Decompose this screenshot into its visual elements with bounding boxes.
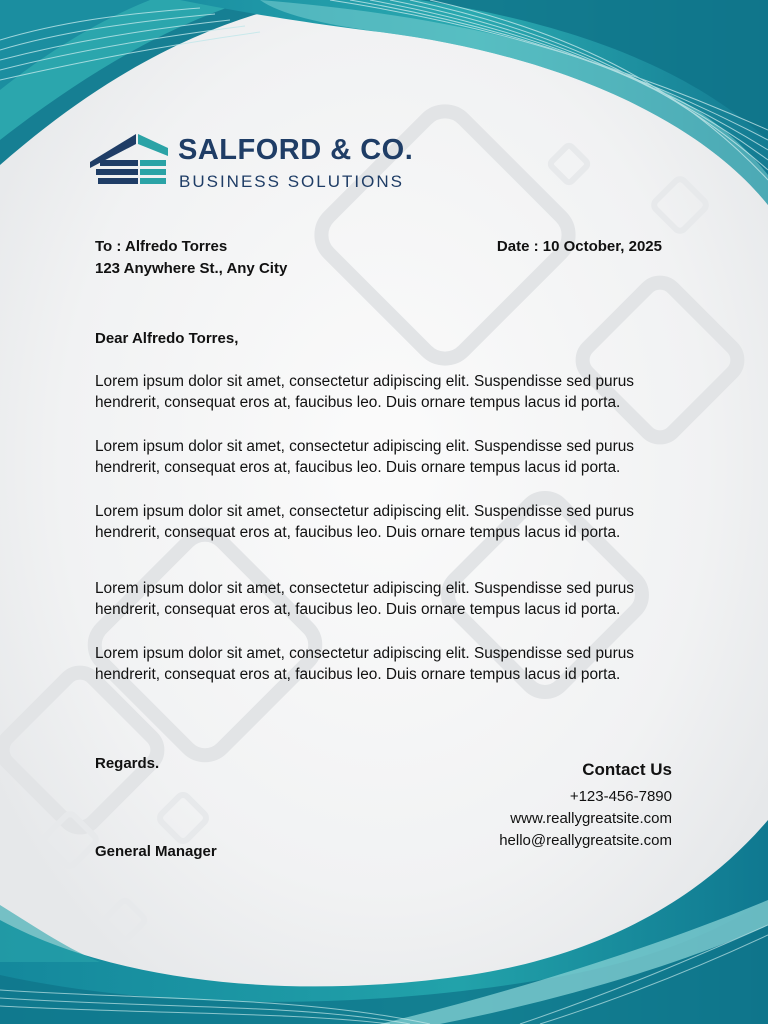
recipient-address: 123 Anywhere St., Any City: [95, 260, 288, 277]
company-tagline: BUSINESS SOLUTIONS: [179, 172, 404, 191]
contact-phone: +123-456-7890: [569, 788, 672, 805]
contact-email: hello@reallygreatsite.com: [499, 832, 672, 849]
recipient-name: To : Alfredo Torres: [95, 238, 228, 255]
company-logo: [88, 130, 448, 194]
closing-regards: Regards.: [95, 755, 160, 772]
signatory-title: General Manager: [95, 843, 217, 860]
body-paragraph: Lorem ipsum dolor sit amet, consectetur adipiscing elit. Suspendisse sed purus hendrerit, consequat eros at, faucibus leo. Duis ornare tempus lacus id porta.: [95, 580, 634, 618]
body-paragraph: Lorem ipsum dolor sit amet, consectetur adipiscing elit. Suspendisse sed purus hendrerit, consequat eros at, faucibus leo. Duis ornare tempus lacus id porta.: [95, 503, 634, 541]
company-name: SALFORD & CO.: [178, 134, 414, 166]
body-paragraph: Lorem ipsum dolor sit amet, consectetur adipiscing elit. Suspendisse sed purus hendrerit, consequat eros at, faucibus leo. Duis ornare tempus lacus id porta.: [95, 373, 634, 411]
body-paragraph: Lorem ipsum dolor sit amet, consectetur adipiscing elit. Suspendisse sed purus hendrerit, consequat eros at, faucibus leo. Duis ornare tempus lacus id porta.: [95, 438, 634, 476]
salutation: Dear Alfredo Torres,: [95, 330, 239, 347]
contact-heading: Contact Us: [582, 760, 672, 779]
body-paragraph: Lorem ipsum dolor sit amet, consectetur adipiscing elit. Suspendisse sed purus hendrerit, consequat eros at, faucibus leo. Duis ornare tempus lacus id porta.: [95, 645, 634, 683]
contact-website: www.reallygreatsite.com: [510, 810, 672, 827]
building-logo-icon: [88, 132, 170, 190]
letter-date: Date : 10 October, 2025: [496, 238, 662, 255]
